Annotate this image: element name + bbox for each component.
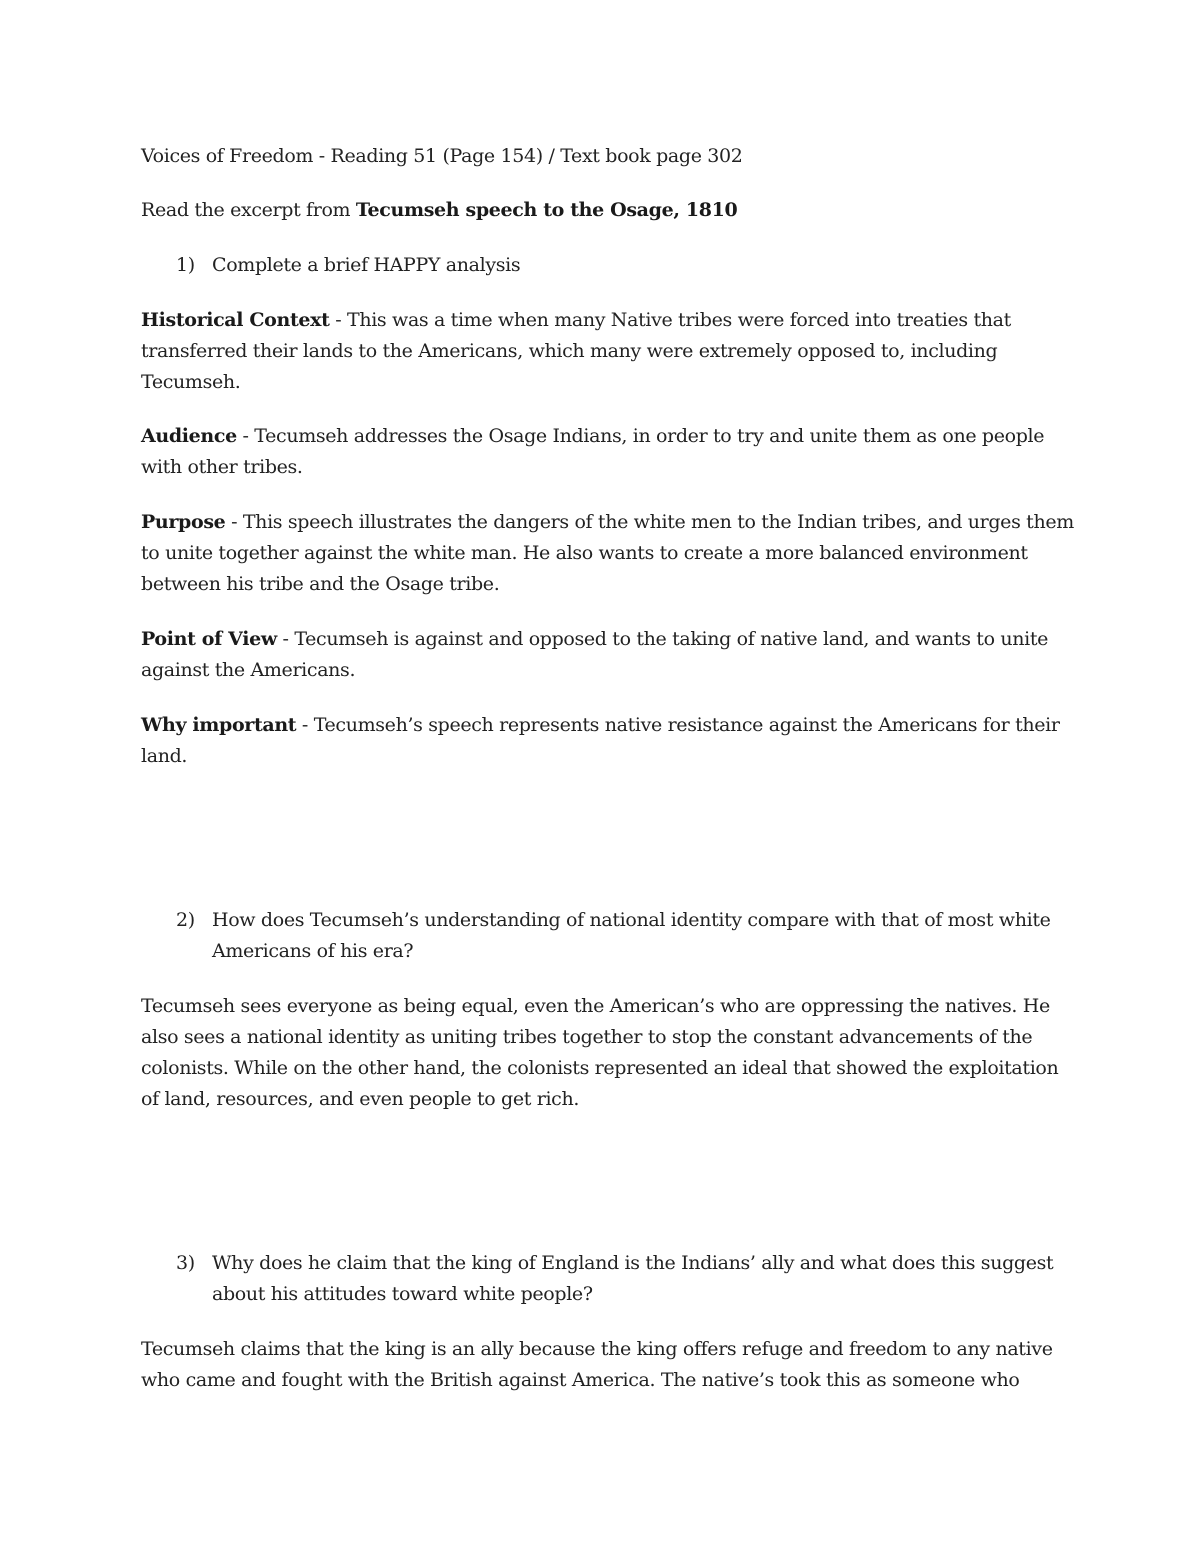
document-title: Voices of Freedom - Reading 51 (Page 154) / Text book page 302 xyxy=(141,145,743,167)
question-2-number: 2) xyxy=(176,909,195,931)
answer-2: Tecumseh sees everyone as being equal, even the American’s who are oppressing the natives. He also sees a national identity as uniting tribes together to stop the constant advancements of the colonists. While on the other hand, the colonists represented an ideal that showed the exploitation of land, resources, and even people to get rich. xyxy=(141,995,1059,1110)
happy-label: Purpose xyxy=(141,511,226,533)
happy-text: This speech illustrates the dangers of the white men to the Indian tribes, and urges them to unite together against the white man. He also wants to create a more balanced environment between his tribe and the Osage tribe. xyxy=(141,511,1074,595)
intro-speech-title: Tecumseh speech to the Osage, 1810 xyxy=(355,199,738,221)
happy-text: This was a time when many Native tribes were forced into treaties that transferred their lands to the Americans, which many were extremely opposed to, including Tecumseh. xyxy=(141,309,1011,393)
question-3-number: 3) xyxy=(176,1252,195,1274)
intro-prefix: Read the excerpt from xyxy=(141,199,356,221)
happy-audience: Audience - Tecumseh addresses the Osage Indians, in order to try and unite them as one people with other tribes. xyxy=(141,425,1045,478)
happy-text: Tecumseh is against and opposed to the taking of native land, and wants to unite against the Americans. xyxy=(141,628,1049,681)
question-3 xyxy=(176,1248,1076,1310)
happy-purpose: Purpose - This speech illustrates the dangers of the white men to the Indian tribes, and urges them to unite together against the white man. He also wants to create a more balanced environment between his tribe and the Osage tribe. xyxy=(141,511,1074,595)
happy-historical-context: Historical Context - This was a time when many Native tribes were forced into treaties that transferred their lands to the Americans, which many were extremely opposed to, including Tecumseh. xyxy=(141,309,1011,393)
happy-text: Tecumseh’s speech represents native resistance against the Americans for their land. xyxy=(141,714,1060,767)
answer-3: Tecumseh claims that the king is an ally because the king offers refuge and freedom to any native who came and fought with the British against America. The native’s took this as someone who xyxy=(141,1338,1053,1391)
happy-label: Point of View xyxy=(141,628,277,650)
question-2-text: How does Tecumseh’s understanding of national identity compare with that of most white Americans of his era? xyxy=(212,909,1051,962)
happy-label: Why important xyxy=(141,714,297,736)
intro-line xyxy=(141,195,1071,226)
happy-text: Tecumseh addresses the Osage Indians, in order to try and unite them as one people with other tribes. xyxy=(141,425,1045,478)
happy-why-important: Why important - Tecumseh’s speech represents native resistance against the Americans for their land. xyxy=(141,714,1060,767)
happy-label: Audience xyxy=(141,425,237,447)
question-1 xyxy=(176,250,1076,281)
question-1-text: Complete a brief HAPPY analysis xyxy=(212,254,521,276)
question-3-text: Why does he claim that the king of England is the Indians’ ally and what does this suggest about his attitudes toward white people? xyxy=(212,1252,1054,1305)
happy-point-of-view: Point of View - Tecumseh is against and opposed to the taking of native land, and wants to unite against the Americans. xyxy=(141,628,1049,681)
happy-label: Historical Context xyxy=(141,309,330,331)
question-1-number: 1) xyxy=(176,254,195,276)
question-2 xyxy=(176,905,1076,967)
